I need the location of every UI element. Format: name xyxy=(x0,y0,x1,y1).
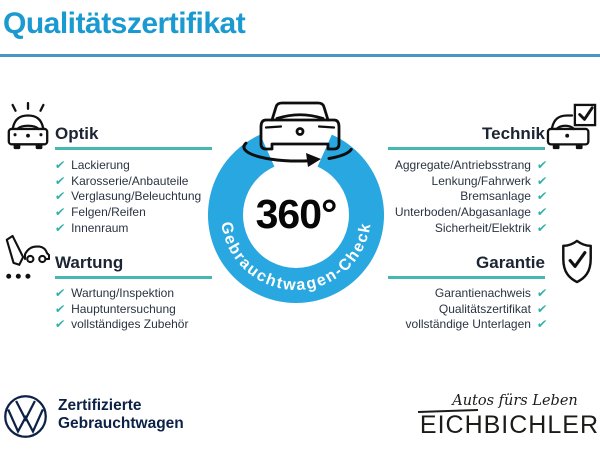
checklist-item xyxy=(55,173,201,189)
checklist-item-label: Lackierung xyxy=(71,157,130,172)
degree-label: 360° xyxy=(255,191,337,237)
checklist-item xyxy=(432,173,547,189)
vw-logo xyxy=(3,394,48,439)
checklist-item xyxy=(439,301,547,317)
checklist-item-label: Garantienachweis xyxy=(434,285,531,300)
check-icon: ✔ xyxy=(535,301,548,316)
checklist-item-label: Innenraum xyxy=(71,220,129,235)
technik-underline xyxy=(388,147,545,150)
checklist-item-label: vollständiges Zubehör xyxy=(71,317,189,332)
page-title: Qualitätszertifikat xyxy=(3,7,246,40)
car-shine-icon xyxy=(4,102,52,154)
garantie-checklist xyxy=(406,285,547,332)
check-icon: ✔ xyxy=(54,204,67,219)
checklist-item xyxy=(55,204,201,220)
check-icon: ✔ xyxy=(54,317,67,332)
certified-line1: Zertifizierte xyxy=(58,397,142,414)
service-record-icon xyxy=(2,234,50,284)
check-icon: ✔ xyxy=(535,285,548,300)
checklist-item xyxy=(55,301,188,317)
certified-used-cars-label xyxy=(58,397,184,433)
checklist-item-label: Aggregate/Antriebsstrang xyxy=(394,157,531,172)
check-icon: ✔ xyxy=(54,220,67,235)
check-icon: ✔ xyxy=(54,301,67,316)
shield-check-icon xyxy=(557,238,597,285)
optik-underline xyxy=(55,147,212,150)
ring-label: Gebrauchtwagen-Check xyxy=(217,220,375,295)
checklist-item-label: Hauptuntersuchung xyxy=(71,301,176,316)
checklist-item xyxy=(55,157,201,173)
checklist-item xyxy=(55,285,188,301)
checklist-item-label: Sicherheit/Elektrik xyxy=(434,220,531,235)
checklist-item xyxy=(55,316,188,332)
checklist-item-label: Bremsanlage xyxy=(460,189,531,204)
check-icon: ✔ xyxy=(535,189,548,204)
technik-checklist xyxy=(395,157,547,235)
checklist-item-label: Karosserie/Anbauteile xyxy=(71,173,189,188)
checklist-item-label: Verglasung/Beleuchtung xyxy=(71,189,202,204)
checklist-item xyxy=(406,316,547,332)
dealer-logo-text: EICHBICHLER xyxy=(419,411,599,439)
checklist-item-label: Qualitätszertifikat xyxy=(438,301,531,316)
section-heading-garantie: Garantie xyxy=(476,253,545,272)
checklist-item xyxy=(55,188,201,204)
dealer-slogan: Autos fürs Leben xyxy=(452,393,578,409)
check-icon: ✔ xyxy=(535,157,548,172)
checklist-item xyxy=(395,157,547,173)
header-divider xyxy=(0,54,600,57)
check-icon: ✔ xyxy=(54,157,67,172)
checklist-item-label: vollständige Unterlagen xyxy=(405,317,531,332)
checklist-item-label: Unterboden/Abgasanlage xyxy=(394,204,531,219)
checklist-item xyxy=(435,220,547,236)
section-heading-wartung: Wartung xyxy=(55,253,124,272)
car-checklist-icon xyxy=(546,103,598,153)
check-icon: ✔ xyxy=(535,173,548,188)
optik-checklist xyxy=(55,157,201,235)
check-icon: ✔ xyxy=(535,204,548,219)
checklist-item-label: Felgen/Reifen xyxy=(71,204,146,219)
checklist-item-label: Wartung/Inspektion xyxy=(71,285,175,300)
section-heading-optik: Optik xyxy=(55,124,99,143)
wartung-underline xyxy=(55,276,212,279)
checklist-item xyxy=(435,285,547,301)
garantie-underline xyxy=(388,276,545,279)
check-icon: ✔ xyxy=(54,189,67,204)
wartung-checklist xyxy=(55,285,188,332)
check-icon: ✔ xyxy=(54,173,67,188)
checklist-item-label: Lenkung/Fahrwerk xyxy=(431,173,531,188)
section-heading-technik: Technik xyxy=(482,124,545,143)
checklist-item xyxy=(460,188,547,204)
check-icon: ✔ xyxy=(535,317,548,332)
check-icon: ✔ xyxy=(54,285,67,300)
checklist-item xyxy=(395,204,547,220)
check-icon: ✔ xyxy=(535,220,548,235)
checklist-item xyxy=(55,220,201,236)
certified-line2: Gebrauchtwagen xyxy=(58,415,184,432)
